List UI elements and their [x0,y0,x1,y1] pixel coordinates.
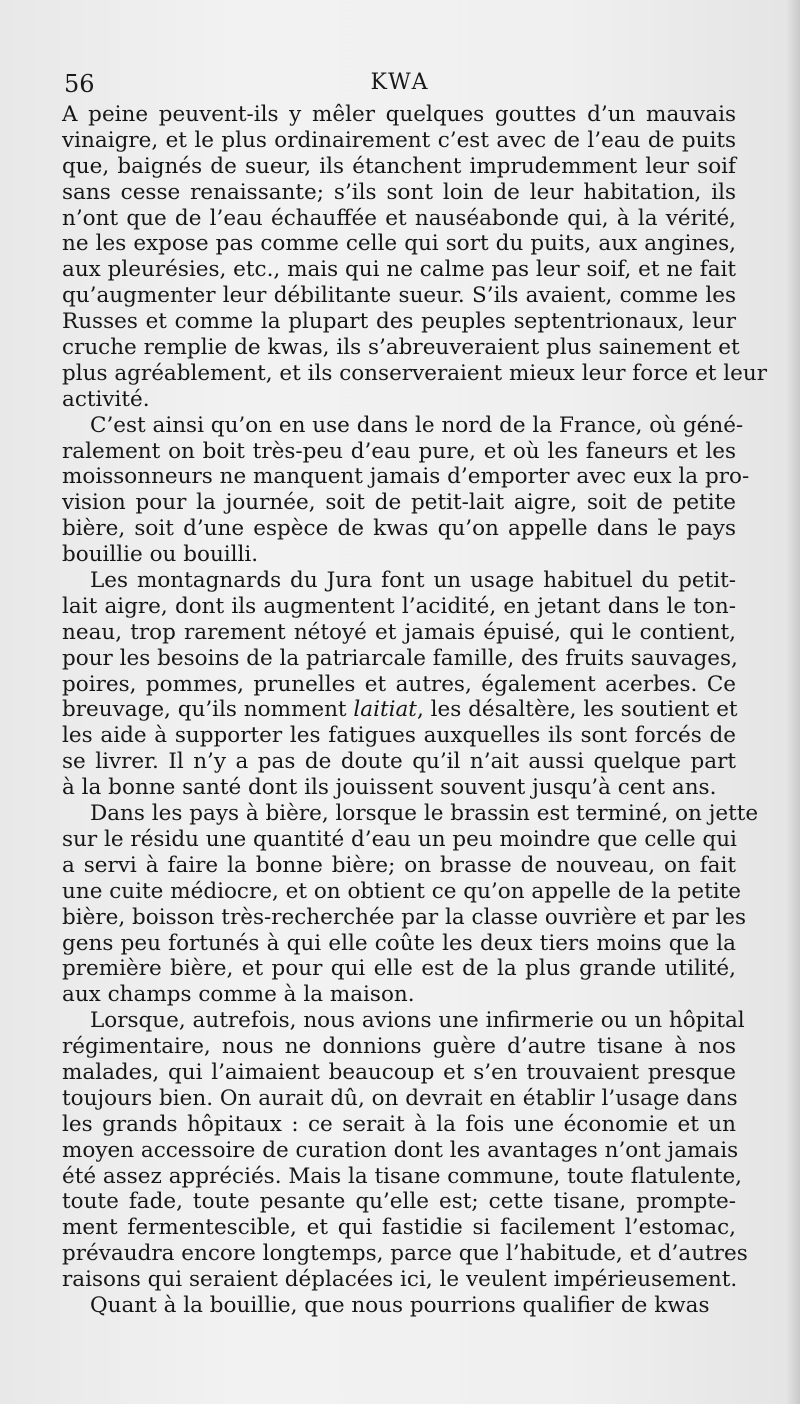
text-line: C’est ainsi qu’on en use dans le nord de la France, où géné- [90,412,744,438]
text-line: breuvage, qu’ils nomment laitiat, les désaltère, les soutient et [62,697,738,723]
text-line: se livrer. Il n’y a pas de doute qu’il n’ait aussi quelque part [62,749,736,775]
text-line: poires, pommes, prunelles et autres, également acerbes. Ce [62,671,736,697]
text-line: bière, soit d’une espèce de kwas qu’on appelle dans le pays [62,516,736,542]
text-line: toute fade, toute pesante qu’elle est; cette tisane, prompte- [62,1189,736,1215]
text-line: vision pour la journée, soit de petit-lait aigre, soit de petite [62,490,736,516]
text-line: n’ont que de l’eau échauffée et nauséabonde qui, à la vérité, [62,205,736,231]
text-line: qu’augmenter leur débilitante sueur. S’ils avaient, comme les [62,283,736,309]
text-line: été assez appréciés. Mais la tisane commune, toute flatulente, [62,1163,743,1189]
text-line: à la bonne santé dont ils jouissent souvent jusqu’à cent ans. [62,775,717,801]
text-line: sans cesse renaissante; s’ils sont loin de leur habitation, ils [62,179,736,205]
text-line: les grands hôpitaux : ce serait à la fois une économie et un [62,1111,736,1137]
text-line: malades, qui l’aimaient beaucoup et s’en trouvaient presque [62,1059,736,1085]
text-line: régimentaire, nous ne donnions guère d’autre tisane à nos [62,1034,736,1060]
text-line: cruche remplie de kwas, ils s’abreuveraient plus sainement et [62,335,740,361]
text-line: moyen accessoire de curation dont les avantages n’ont jamais [62,1137,739,1163]
text-line: Lorsque, autrefois, nous avions une infirmerie ou un hôpital [90,1008,745,1034]
text-line: bouillie ou bouilli. [62,542,259,568]
text-line: activité. [62,386,150,412]
text-line: aux pleurésies, etc., mais qui ne calme pas leur soif, et ne fait [62,257,737,283]
page-header [64,70,736,100]
text-line: première bière, et pour qui elle est de la plus grande utilité, [62,956,736,982]
running-head: KWA [370,70,430,95]
text-line: neau, trop rarement nétoyé et jamais épuisé, qui le contient, [62,619,736,645]
text-line: Les montagnards du Jura font un usage habituel du petit- [90,568,736,594]
text-line: a servi à faire la bonne bière; on brasse de nouveau, on fait [62,852,736,878]
text-line: une cuite médiocre, et on obtient ce qu’on appelle de la petite [62,878,741,904]
page-number: 56 [64,70,95,98]
text-line: que, baignés de sueur, ils étanchent imprudemment leur soif [62,153,736,179]
text-line: moissonneurs ne manquent jamais d’emporter avec eux la pro- [62,464,750,490]
text-line: vinaigre, et le plus ordinairement c’est avec de l’eau de puits [62,127,736,153]
text-line: bière, boisson très-recherchée par la classe ouvrière et par les [62,904,747,930]
text-line: aux champs comme à la maison. [62,982,415,1008]
text-line: raisons qui seraient déplacées ici, le veulent impérieusement. [62,1267,738,1293]
text-line: toujours bien. On aurait dû, on devrait en établir l’usage dans [62,1085,738,1111]
paragraph [62,102,768,413]
text-line: ment fermentescible, et qui fastidie si facilement l’estomac, [62,1215,736,1241]
italic-term: laitiat [353,697,417,723]
text-line: plus agréablement, et ils conserveraient mieux leur force et leur [62,360,768,386]
paragraph [62,1008,748,1293]
paragraph [62,412,750,568]
paragraph [62,801,759,1008]
text-line: ralement on boit très-peu d’eau pure, et où les faneurs et les [62,438,736,464]
text-line: les aide à supporter les fatigues auxquelles ils sont forcés de [62,723,736,749]
text-line: Dans les pays à bière, lorsque le brassin est terminé, on jette [90,801,759,827]
text-line: Russes et comme la plupart des peuples septentrionaux, leur [62,309,736,335]
text-line: gens peu fortunés à qui elle coûte les deux tiers moins que la [62,930,736,956]
paragraph [62,568,736,801]
paragraph [62,1293,736,1319]
text-line: Quant à la bouillie, que nous pourrions qualifier de kwas [90,1292,710,1318]
text-line: prévaudra encore longtemps, parce que l’habitude, et d’autres [62,1241,748,1267]
text-line: ne les expose pas comme celle qui sort du puits, aux angines, [62,231,736,257]
text-line: pour les besoins de la patriarcale famille, des fruits sauvages, [62,645,738,671]
text-line: lait aigre, dont ils augmentent l’acidité, en jetant dans le ton- [62,593,736,619]
text-line: sur le résidu une quantité d’eau un peu moindre que celle qui [62,826,737,852]
text-line: A peine peuvent-ils y mêler quelques gouttes d’un mauvais [62,102,736,127]
body-text [62,102,768,1319]
